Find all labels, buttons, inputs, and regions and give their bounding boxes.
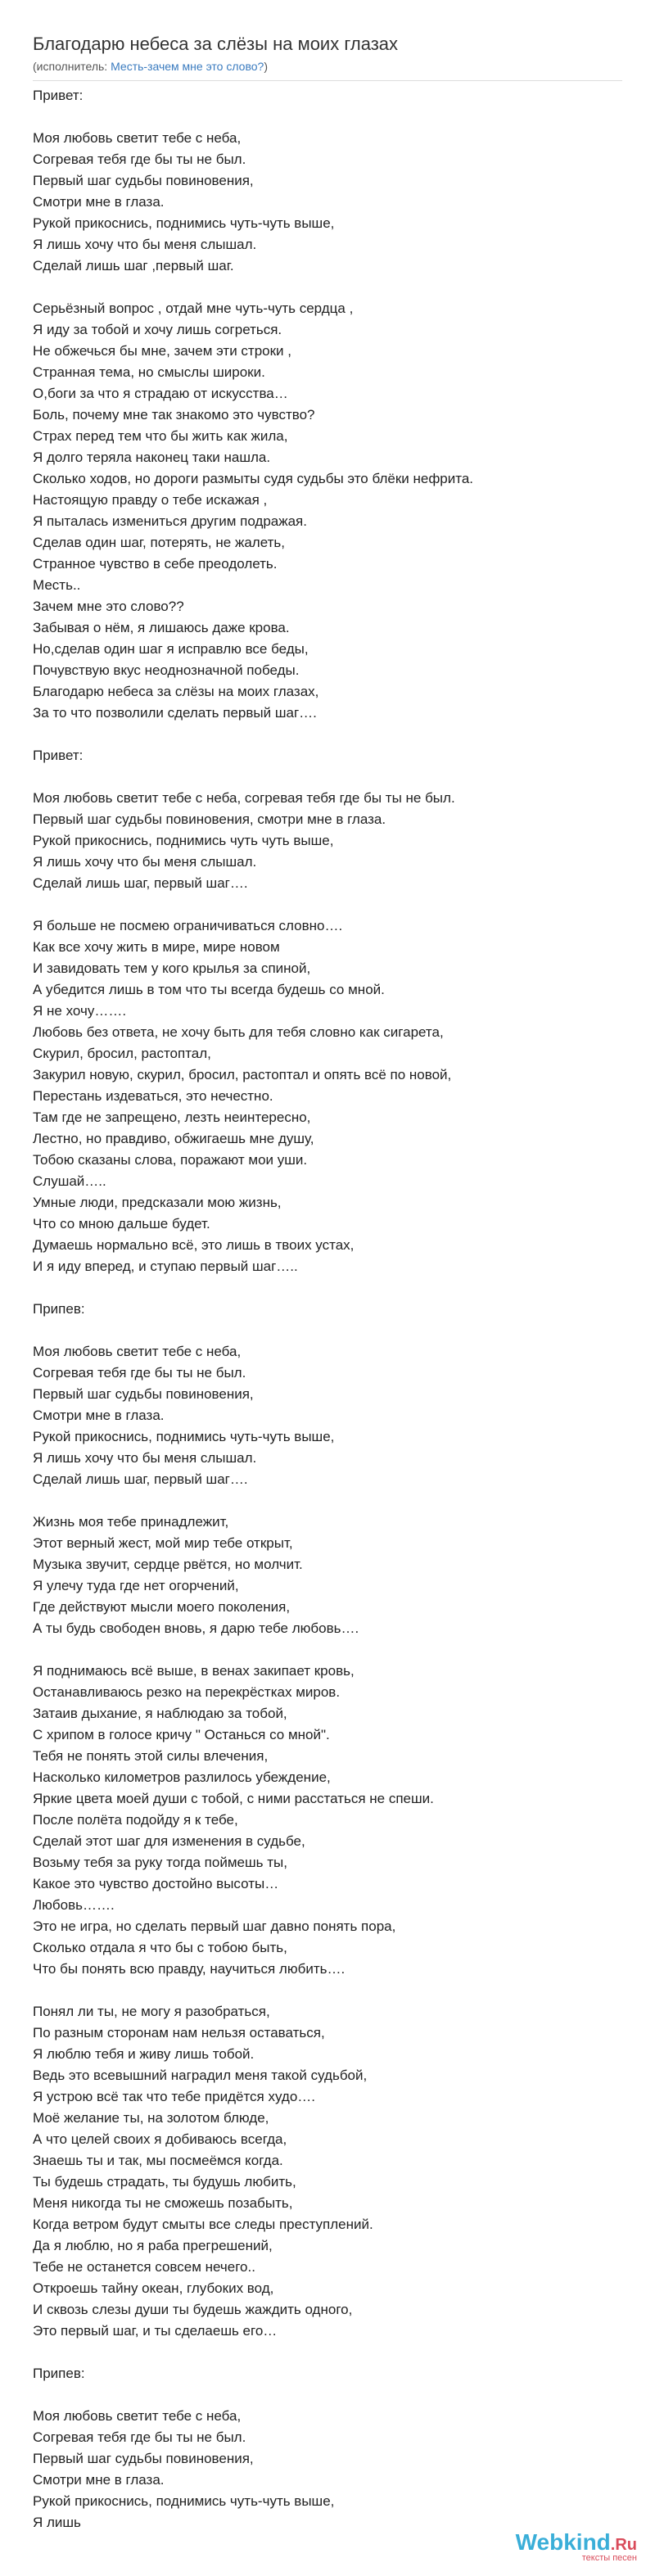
lyric-line: Рукой прикоснись, поднимись чуть-чуть выше, xyxy=(33,215,335,231)
lyric-line: Откроешь тайну океан, глубоких вод, xyxy=(33,2280,274,2296)
lyric-line: Тебе не останется совсем нечего.. xyxy=(33,2259,255,2275)
lyric-line: Я устрою всё так что тебе придётся худо…. xyxy=(33,2089,316,2104)
lyric-line: Сколько ходов, но дороги размыты судя судьбы это блёки нефрита. xyxy=(33,471,474,486)
lyric-line: Сделай этот шаг для изменения в судьбе, xyxy=(33,1833,305,1849)
lyric-line: Ведь это всевышний наградил меня такой судьбой, xyxy=(33,2068,368,2083)
artist-line xyxy=(33,59,622,74)
lyric-line: Первый шаг судьбы повиновения, xyxy=(33,173,254,188)
lyric-line: Я поднимаюсь всё выше, в венах закипает кровь, xyxy=(33,1663,355,1679)
lyric-line: Сделай лишь шаг ,первый шаг. xyxy=(33,258,234,273)
lyric-line: Странная тема, но смыслы широки. xyxy=(33,364,265,380)
lyric-line: Моя любовь светит тебе с неба, xyxy=(33,130,242,146)
lyric-line: Припев: xyxy=(33,2366,85,2381)
lyric-line: Где действуют мысли моего поколения, xyxy=(33,1599,291,1615)
lyric-line: Насколько километров разлилось убеждение, xyxy=(33,1769,331,1785)
lyric-line: Рукой прикоснись, поднимись чуть чуть выше, xyxy=(33,833,334,848)
lyric-line: Любовь……. xyxy=(33,1897,115,1913)
lyric-line: По разным сторонам нам нельзя оставаться, xyxy=(33,2025,325,2040)
lyric-line: Тебя не понять этой силы влечения, xyxy=(33,1748,269,1764)
lyric-blank-line xyxy=(33,1490,622,1512)
lyric-line: Слушай….. xyxy=(33,1173,106,1189)
lyric-line: Боль, почему мне так знакомо это чувство? xyxy=(33,407,315,423)
lyric-line: А ты будь свободен вновь, я дарю тебе любовь…. xyxy=(33,1620,359,1636)
lyric-line: Согревая тебя где бы ты не был. xyxy=(33,2429,246,2445)
lyric-line: Рукой прикоснись, поднимись чуть-чуть выше, xyxy=(33,1429,335,1444)
lyric-line: Смотри мне в глаза. xyxy=(33,194,165,210)
artist-prefix: (исполнитель: xyxy=(33,60,111,73)
lyric-line: Перестань издеваться, это нечестно. xyxy=(33,1088,273,1104)
lyric-blank-line xyxy=(33,1639,622,1661)
lyric-line: За то что позволили сделать первый шаг…. xyxy=(33,705,317,721)
lyric-line: Я долго теряла наконец таки нашла. xyxy=(33,450,271,465)
lyric-line: Когда ветром будут смыты все следы преступлений. xyxy=(33,2217,373,2232)
lyric-line: Месть.. xyxy=(33,577,81,593)
lyric-line: И завидовать тем у кого крылья за спиной, xyxy=(33,960,311,976)
lyric-line: После полёта подойду я к тебе, xyxy=(33,1812,238,1828)
lyric-line: Меня никогда ты не сможешь позабыть, xyxy=(33,2195,293,2211)
lyric-blank-line xyxy=(33,766,622,788)
lyric-line: Почувствую вкус неоднозначной победы. xyxy=(33,662,300,678)
lyric-line: Знаешь ты и так, мы посмеёмся когда. xyxy=(33,2153,283,2168)
lyric-line: Это первый шаг, и ты сделаешь его… xyxy=(33,2323,278,2339)
lyric-line: Первый шаг судьбы повиновения, смотри мне в глаза. xyxy=(33,811,386,827)
lyric-line: Сделай лишь шаг, первый шаг…. xyxy=(33,875,248,891)
lyric-line: Тобою сказаны слова, поражают мои уши. xyxy=(33,1152,308,1168)
lyric-line: Я больше не посмею ограничиваться словно…. xyxy=(33,918,343,933)
lyric-line: Что бы понять всю правду, научиться любить…. xyxy=(33,1961,346,1977)
lyric-line: Скурил, бросил, растоптал, xyxy=(33,1046,211,1061)
lyric-line: Возьму тебя за руку тогда поймешь ты, xyxy=(33,1855,287,1870)
lyric-line: Сделай лишь шаг, первый шаг…. xyxy=(33,1471,248,1487)
lyric-line: А убедится лишь в том что ты всегда будешь со мной. xyxy=(33,982,385,997)
lyric-line: Но,сделав один шаг я исправлю все беды, xyxy=(33,641,309,657)
header-divider xyxy=(33,80,622,81)
site-logo[interactable] xyxy=(516,2530,637,2563)
lyric-line: Сделав один шаг, потерять, не жалеть, xyxy=(33,535,285,550)
lyric-line: Да я люблю, но я раба прегрешений, xyxy=(33,2238,273,2253)
artist-suffix: ) xyxy=(264,60,268,73)
lyric-line: А что целей своих я добиваюсь всегда, xyxy=(33,2131,287,2147)
lyric-blank-line xyxy=(33,1277,622,1299)
lyric-line: Что со мною дальше будет. xyxy=(33,1216,210,1232)
lyric-line: Лестно, но правдиво, обжигаешь мне душу, xyxy=(33,1131,314,1146)
lyric-line: Я пыталась измениться другим подражая. xyxy=(33,513,307,529)
lyric-line: Страх перед тем что бы жить как жила, xyxy=(33,428,288,444)
lyric-line: Это не игра, но сделать первый шаг давно понять пора, xyxy=(33,1918,396,1934)
lyric-line: Музыка звучит, сердце рвётся, но молчит. xyxy=(33,1557,303,1572)
lyric-line: Моя любовь светит тебе с неба, xyxy=(33,1344,242,1359)
artist-link[interactable]: Месть-зачем мне это слово? xyxy=(111,60,264,73)
lyric-line: Яркие цвета моей души с тобой, с ними расстаться не спеши. xyxy=(33,1791,434,1806)
lyric-blank-line xyxy=(33,2342,622,2363)
lyric-line: Как все хочу жить в мире, мире новом xyxy=(33,939,280,955)
song-header xyxy=(33,33,622,81)
lyric-line: И сквозь слезы души ты будешь жаждить одного, xyxy=(33,2302,353,2317)
lyric-line: Закурил новую, скурил, бросил, растоптал и опять всё по новой, xyxy=(33,1067,452,1082)
lyrics-text xyxy=(33,85,622,2533)
song-title: Благодарю небеса за слёзы на моих глазах xyxy=(33,34,399,54)
lyric-line: Согревая тебя где бы ты не был. xyxy=(33,151,246,167)
lyric-line: Я лишь хочу что бы меня слышал. xyxy=(33,854,257,870)
lyric-line: Ты будешь страдать, ты будушь любить, xyxy=(33,2174,296,2190)
lyric-line: Любовь без ответа, не хочу быть для тебя словно как сигарета, xyxy=(33,1024,444,1040)
lyric-blank-line xyxy=(33,724,622,745)
lyric-line: Забывая о нём, я лишаюсь даже крова. xyxy=(33,620,290,635)
lyric-line: Какое это чувство достойно высоты… xyxy=(33,1876,279,1891)
lyric-line: Я иду за тобой и хочу лишь согреться. xyxy=(33,322,282,337)
lyric-line: Привет: xyxy=(33,88,84,103)
lyric-line: Зачем мне это слово?? xyxy=(33,599,184,614)
lyric-line: Сколько отдала я что бы с тобою быть, xyxy=(33,1940,287,1955)
lyric-blank-line xyxy=(33,1320,622,1341)
lyric-line: Моя любовь светит тебе с неба, согревая тебя где бы ты не был. xyxy=(33,790,455,806)
lyric-line: Благодарю небеса за слёзы на моих глазах, xyxy=(33,684,319,699)
lyric-line: Жизнь моя тебе принадлежит, xyxy=(33,1514,229,1530)
lyric-line: Привет: xyxy=(33,748,84,763)
lyric-line: Там где не запрещено, лезть неинтересно, xyxy=(33,1109,311,1125)
logo-domain-suffix: .Ru xyxy=(610,2536,637,2554)
lyric-line: Первый шаг судьбы повиновения, xyxy=(33,1386,254,1402)
lyric-blank-line xyxy=(33,277,622,298)
lyric-line: Рукой прикоснись, поднимись чуть-чуть выше, xyxy=(33,2493,335,2509)
lyric-line: Припев: xyxy=(33,1301,85,1317)
lyric-line: Затаив дыхание, я наблюдаю за тобой, xyxy=(33,1706,287,1721)
lyric-blank-line xyxy=(33,106,622,128)
lyric-line: Я лишь xyxy=(33,2515,81,2530)
lyric-line: Согревая тебя где бы ты не был. xyxy=(33,1365,246,1381)
lyric-line: Этот верный жест, мой мир тебе открыт, xyxy=(33,1535,293,1551)
lyric-blank-line xyxy=(33,894,622,915)
lyric-line: Первый шаг судьбы повиновения, xyxy=(33,2451,254,2466)
lyric-line: Умные люди, предсказали мою жизнь, xyxy=(33,1195,282,1210)
logo-main-text: Webkind xyxy=(515,2529,611,2555)
lyric-line: О,боги за что я страдаю от искусства… xyxy=(33,386,288,401)
lyric-line: Моё желание ты, на золотом блюде, xyxy=(33,2110,269,2126)
logo-tagline: тексты песен xyxy=(581,2553,637,2563)
lyric-line: Я лишь хочу что бы меня слышал. xyxy=(33,1450,257,1466)
lyric-line: И я иду вперед, и ступаю первый шаг….. xyxy=(33,1259,298,1274)
lyric-line: С хрипом в голосе кричу " Останься со мной". xyxy=(33,1727,330,1742)
lyric-line: Смотри мне в глаза. xyxy=(33,1408,165,1423)
lyric-line: Я улечу туда где нет огорчений, xyxy=(33,1578,239,1593)
lyric-line: Я не хочу……. xyxy=(33,1003,127,1019)
lyric-line: Я люблю тебя и живу лишь тобой. xyxy=(33,2046,255,2062)
lyric-line: Останавливаюсь резко на перекрёстках миров. xyxy=(33,1684,341,1700)
lyric-line: Смотри мне в глаза. xyxy=(33,2472,165,2488)
lyric-line: Моя любовь светит тебе с неба, xyxy=(33,2408,242,2424)
lyric-line: Серьёзный вопрос , отдай мне чуть-чуть сердца , xyxy=(33,301,354,316)
lyric-line: Понял ли ты, не могу я разобраться, xyxy=(33,2004,270,2019)
lyric-line: Не обжечься бы мне, зачем эти строки , xyxy=(33,343,291,359)
lyric-line: Настоящую правду о тебе искажая , xyxy=(33,492,268,508)
lyric-line: Думаешь нормально всё, это лишь в твоих устах, xyxy=(33,1237,355,1253)
lyric-line: Я лишь хочу что бы меня слышал. xyxy=(33,237,257,252)
lyric-blank-line xyxy=(33,2384,622,2406)
lyric-blank-line xyxy=(33,1980,622,2001)
lyric-line: Странное чувство в себе преодолеть. xyxy=(33,556,278,572)
